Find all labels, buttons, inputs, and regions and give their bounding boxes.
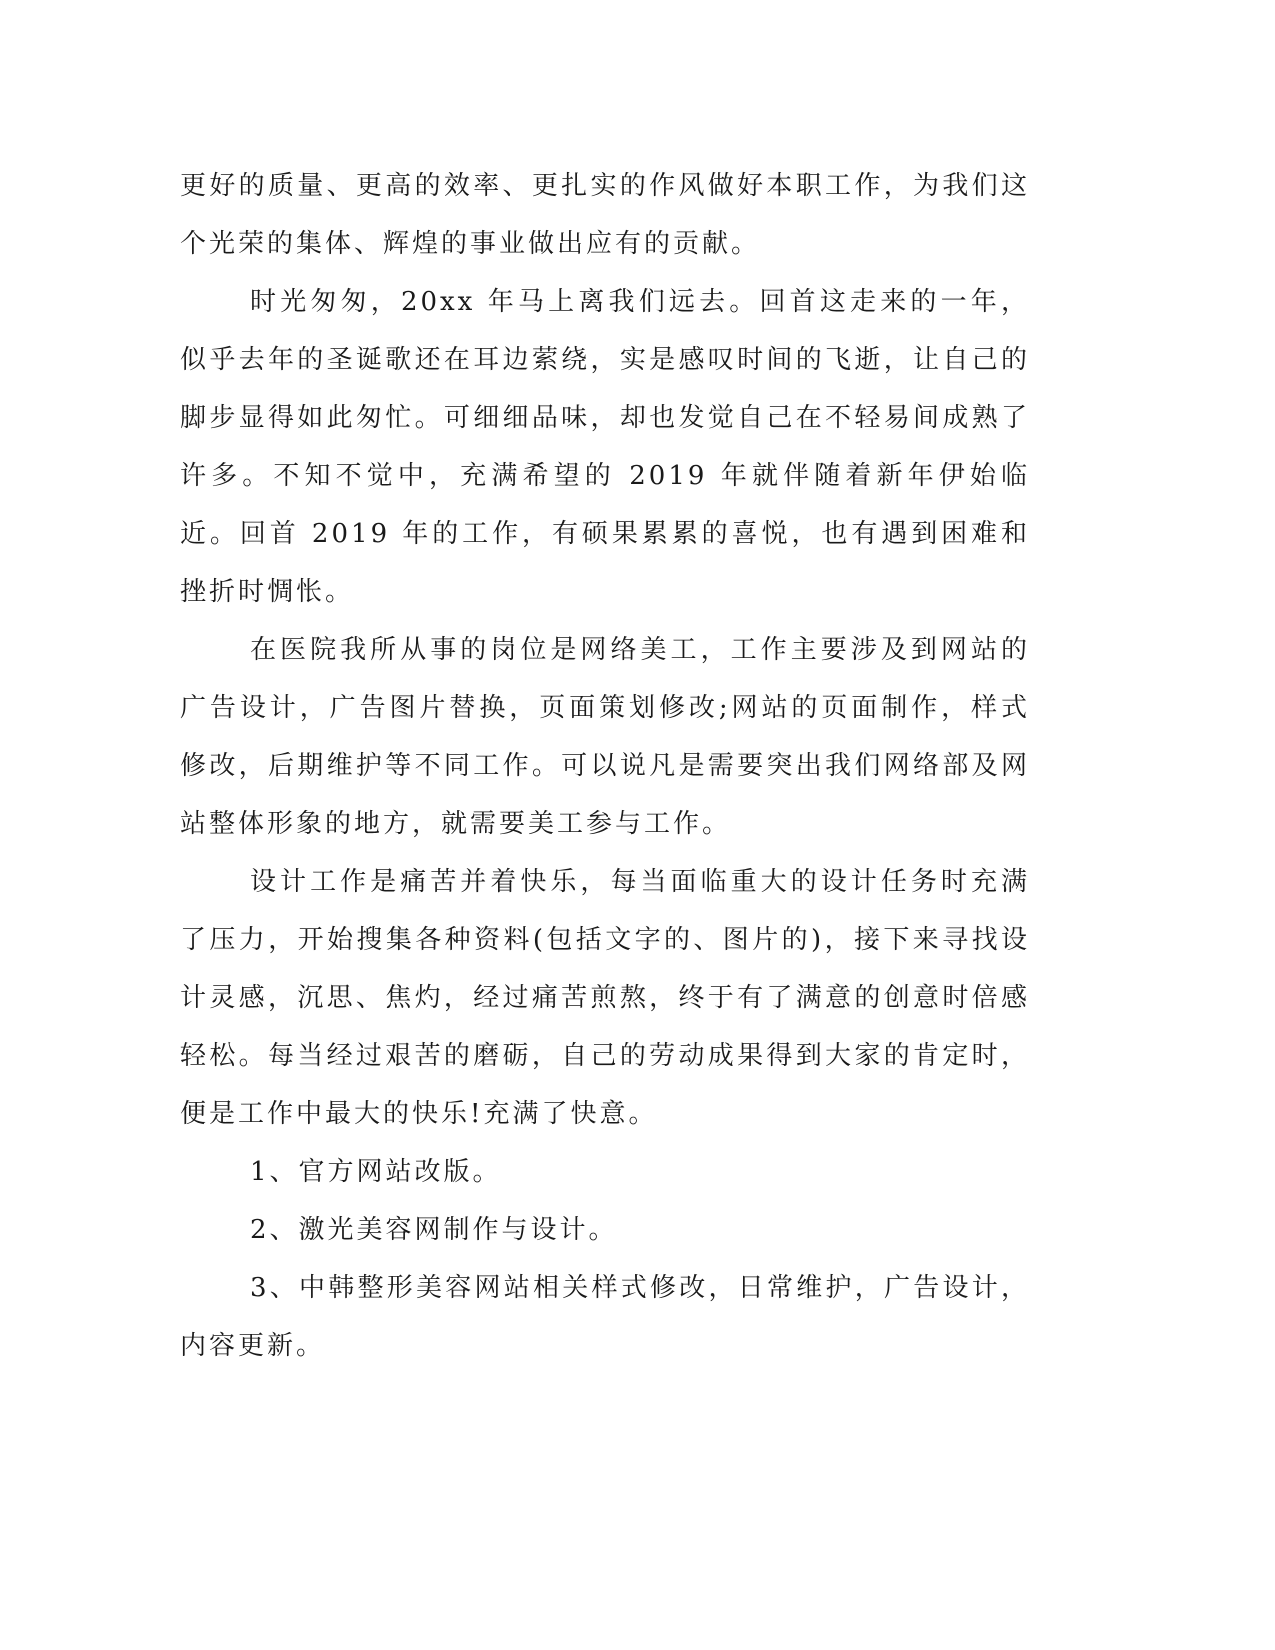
paragraph-job-description: 在医院我所从事的岗位是网络美工，工作主要涉及到网站的广告设计，广告图片替换，页面策划修改;网站的页面制作，样式修改，后期维护等不同工作。可以说凡是需要突出我们网络部及网站整体形象的地方，就需要美工参与工作。	[180, 635, 1030, 839]
list-item-2: 2、激光美容网制作与设计。	[250, 1215, 618, 1245]
paragraph-time-review: 时光匆匆，20xx 年马上离我们远去。回首这走来的一年，似乎去年的圣诞歌还在耳边萦绕，实是感叹时间的飞逝，让自己的脚步显得如此匆忙。可细细品味，却也发觉自己在不轻易间成熟了许多。不知不觉中，充满希望的 2019 年就伴随着新年伊始临近。回首 2019 年的工作，有硕果累累的喜悦，也有遇到困难和挫折时惆怅。	[180, 287, 1030, 607]
paragraph-design-work: 设计工作是痛苦并着快乐，每当面临重大的设计任务时充满了压力，开始搜集各种资料(包括文字的、图片的)，接下来寻找设计灵感，沉思、焦灼，经过痛苦煎熬，终于有了满意的创意时倍感轻松。每当经过艰苦的磨砺，自己的劳动成果得到大家的肯定时，便是工作中最大的快乐!充满了快意。	[180, 867, 1030, 1129]
list-item-1: 1、官方网站改版。	[250, 1157, 502, 1187]
document-body	[180, 157, 1030, 1375]
paragraph-continuation: 更好的质量、更高的效率、更扎实的作风做好本职工作，为我们这个光荣的集体、辉煌的事业做出应有的贡献。	[180, 171, 1030, 259]
list-item-3: 3、中韩整形美容网站相关样式修改，日常维护，广告设计，内容更新。	[180, 1273, 1030, 1361]
